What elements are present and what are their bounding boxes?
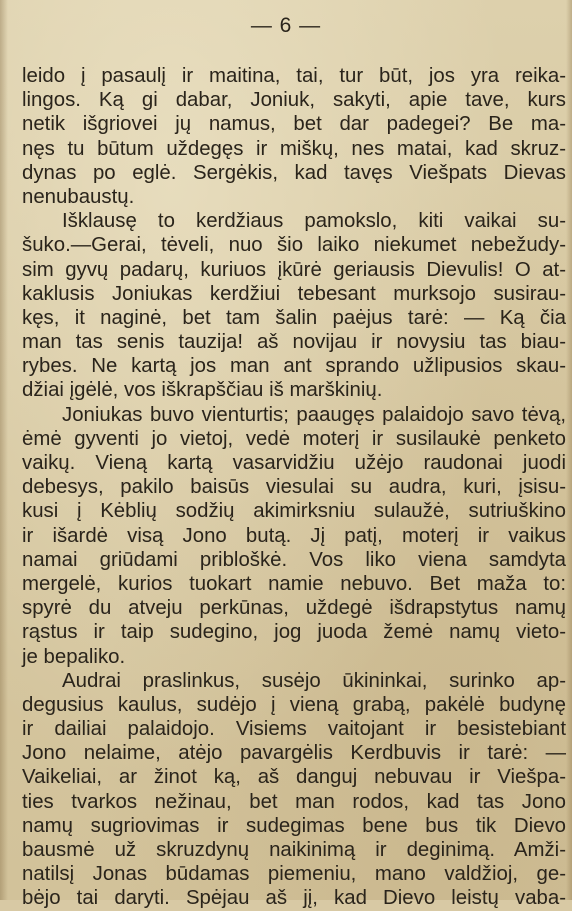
text-line: nenubaustų.: [22, 185, 135, 208]
body-text: [22, 64, 566, 911]
text-line: sim gyvų padarų, kuriuos įkūrė geriausis Dievulis! O at-: [22, 258, 566, 281]
text-line: nęs tu būtum uždegęs ir miškų, nes matai, kad skruz-: [22, 137, 566, 160]
text-line: ir dailiai palaidojo. Visiems vaitojant ir besistebiant: [22, 718, 566, 741]
text-line: natilsį Jonas būdamas piemeniu, mano valdžioj, ge-: [22, 863, 566, 886]
text-line: dynas po eglė. Sergėkis, kad tavęs Viešpats Dievas: [22, 161, 566, 184]
text-line: lingos. Ką gi dabar, Joniuk, sakyti, apie tave, kurs: [22, 89, 566, 112]
text-line: mergelė, kurios tuokart namie nebuvo. Bet maža to:: [22, 572, 566, 595]
text-line: šuko.—Gerai, tėveli, nuo šio laiko niekumet nebežudy-: [22, 234, 566, 257]
text-line: ir išardė visą Jono butą. Jį patį, moterį ir vaikus: [22, 524, 566, 547]
text-line: rąstus ir taip sudegino, jog juoda žemė namų vieto-: [22, 621, 566, 644]
text-line: kusi į Kėblių sodžių akimirksniu sulaužė, sutriuškino: [22, 500, 566, 523]
text-line: Išklausę to kerdžiaus pamokslo, kiti vaikai su-: [62, 210, 566, 233]
text-line: rybes. Ne kartą jos man ant sprando užlipusios skau-: [22, 355, 566, 378]
text-line: kęs, it naginė, bet tam šalin paėjus tarė: — Ką čia: [22, 306, 566, 329]
page-edge-shadow-left: [0, 0, 8, 900]
text-line: netik išgriovei jų namus, bet dar padegei? Be ma-: [22, 113, 566, 136]
text-line: ėmė gyventi jo vietoj, vedė moterį ir susilaukė penketo: [22, 427, 566, 450]
text-line: spyrė du atveju perkūnas, uždegė išdrapstytus namų: [22, 597, 566, 620]
text-line: man tas senis tauzija! aš novijau ir novysiu tas biau-: [22, 331, 566, 354]
text-line: ties tvarkos nežinau, bet man rodos, kad tas Jono: [22, 790, 566, 813]
text-line: Audrai praslinkus, susėjo ūkininkai, surinko ap-: [62, 669, 566, 692]
text-line: bėjo tai daryti. Spėjau aš jį, kad Dievo leistų vaba-: [22, 887, 566, 910]
text-line: Joniukas buvo vienturtis; paaugęs palaidojo savo tėvą,: [62, 403, 566, 426]
text-line: namai griūdami pribloškė. Vos liko viena samdyta: [22, 548, 566, 571]
text-line: leido į pasaulį ir maitina, tai, tur būt, jos yra reika-: [22, 65, 566, 87]
text-line: namų sugriovimas ir sudegimas bene bus tik Dievo: [22, 814, 566, 837]
text-line: bausmė už skruzdynų naikinimą ir deginimą. Amži-: [22, 839, 566, 861]
text-line: debesys, pakilo baisūs viesulai su audra, kuri, įsisu-: [22, 476, 566, 499]
text-line: je bepaliko.: [22, 645, 126, 668]
page-number: — 6 —: [250, 14, 322, 37]
text-line: degusius kaulus, sudėjo į vieną grabą, pakėlė budynę: [22, 693, 566, 716]
text-line: vaikų. Vieną kartą vasarvidžiu užėjo raudonai juodi: [22, 452, 566, 474]
page-edge-shadow-right: [566, 0, 572, 900]
text-line: Jono nelaime, atėjo pavargėlis Kerdbuvis ir tarė: —: [22, 742, 566, 765]
text-line: džiai įgėlė, vos iškrapščiau iš marškinių.: [22, 379, 383, 402]
text-line: Vaikeliai, ar žinot ką, aš danguj nebuvau ir Viešpa-: [22, 766, 566, 789]
text-line: kaklusis Joniukas kerdžiui tebesant murksojo susirau-: [22, 282, 566, 305]
